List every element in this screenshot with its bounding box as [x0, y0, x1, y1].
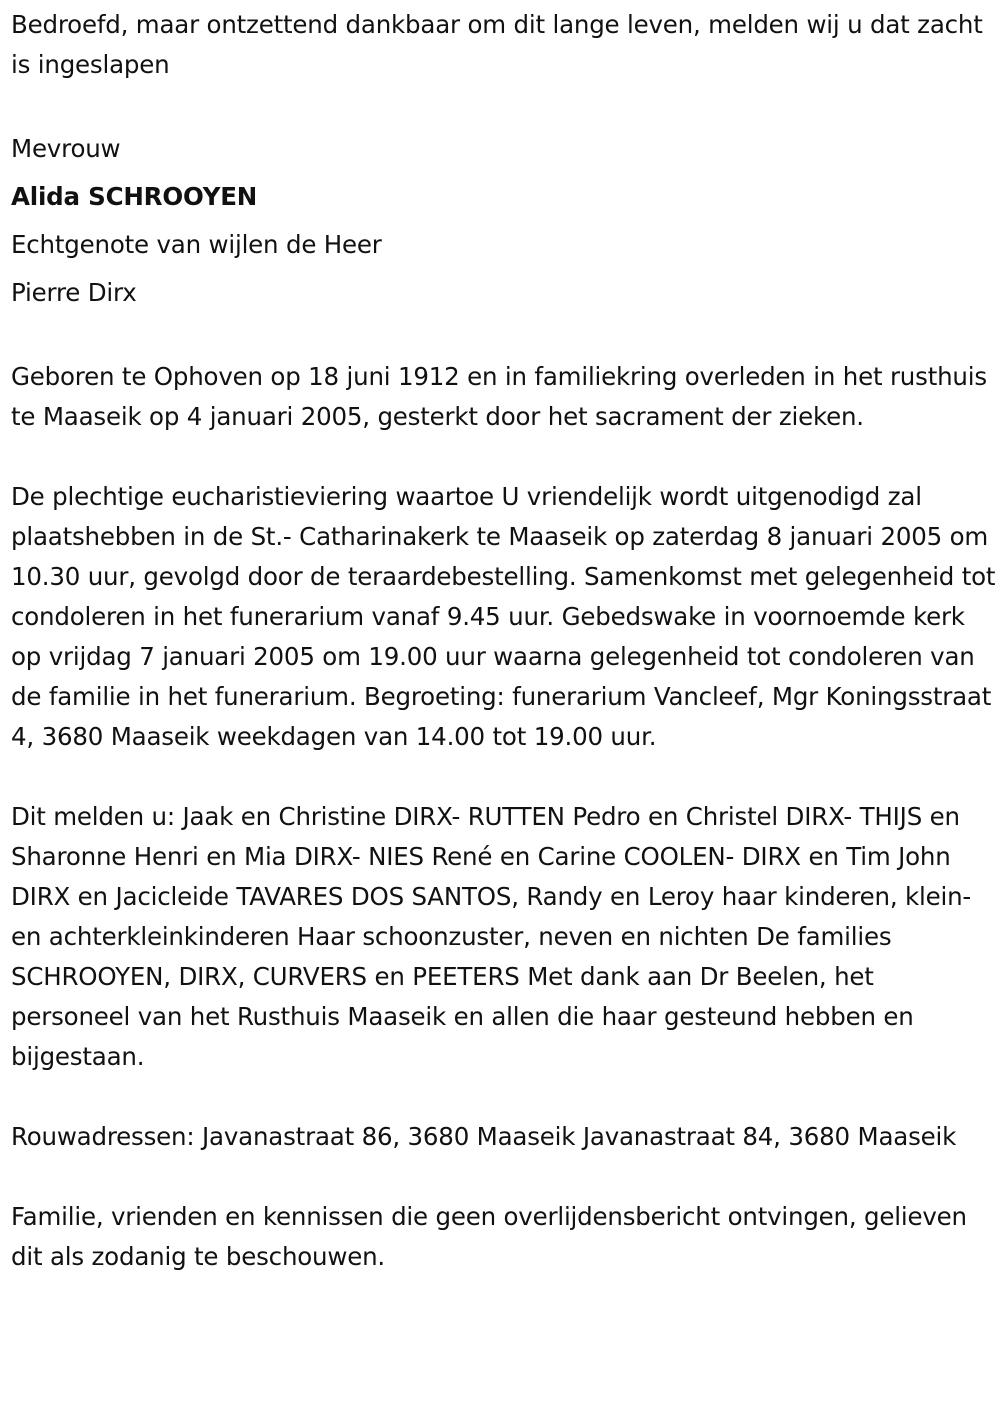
spacer	[11, 1157, 996, 1197]
ceremony-text: De plechtige eucharistieviering waartoe U vriendelijk wordt uitgenodigd zal plaatshebben in de St.- Catharinakerk te Maaseik op zaterdag 8 januari 2005 om 10.30 uur, gevolgd door de teraardebestelling. Samenkomst met gelegenheid tot condoleren in het funerarium vanaf 9.45 uur. Gebedswake in voornoemde kerk op vrijdag 7 januari 2005 om 19.00 uur waarna gelegenheid tot condoleren van de familie in het funerarium. Begroeting: funerarium Vancleef, Mgr Koningsstraat 4, 3680 Maaseik weekdagen van 14.00 tot 19.00 uur.	[11, 482, 996, 751]
spacer	[11, 85, 996, 125]
intro-text: Bedroefd, maar ontzettend dankbaar om dit lange leven, melden wij u dat zacht is ingeslapen	[11, 10, 983, 79]
spacer	[11, 437, 996, 477]
birth-death-text: Geboren te Ophoven op 18 juni 1912 en in familiekring overleden in het rusthuis te Maaseik op 4 januari 2005, gesterkt door het sacrament der zieken.	[11, 362, 987, 431]
obituary-notice	[11, 0, 996, 1277]
deceased-name: Alida SCHROOYEN	[11, 182, 258, 211]
closing-text: Familie, vrienden en kennissen die geen overlijdensbericht ontvingen, gelieven dit als zodanig te beschouwen.	[11, 1202, 967, 1271]
spacer	[11, 317, 996, 357]
addresses-text: Rouwadressen: Javanastraat 86, 3680 Maaseik Javanastraat 84, 3680 Maaseik	[11, 1122, 957, 1151]
spacer	[11, 757, 996, 797]
salutation: Mevrouw	[11, 134, 121, 163]
spacer	[11, 1077, 996, 1117]
spouse-line: Echtgenote van wijlen de Heer	[11, 230, 382, 259]
family-text: Dit melden u: Jaak en Christine DIRX- RUTTEN Pedro en Christel DIRX- THIJS en Sharonne Henri en Mia DIRX- NIES René en Carine COOLEN- DIRX en Tim John DIRX en Jacicleide TAVARES DOS SANTOS, Randy en Leroy haar kinderen, klein- en achterkleinkinderen Haar schoonzuster, neven en nichten De families SCHROOYEN, DIRX, CURVERS en PEETERS Met dank aan Dr Beelen, het personeel van het Rusthuis Maaseik en allen die haar gesteund hebben en bijgestaan.	[11, 802, 972, 1071]
spouse-name: Pierre Dirx	[11, 278, 137, 307]
